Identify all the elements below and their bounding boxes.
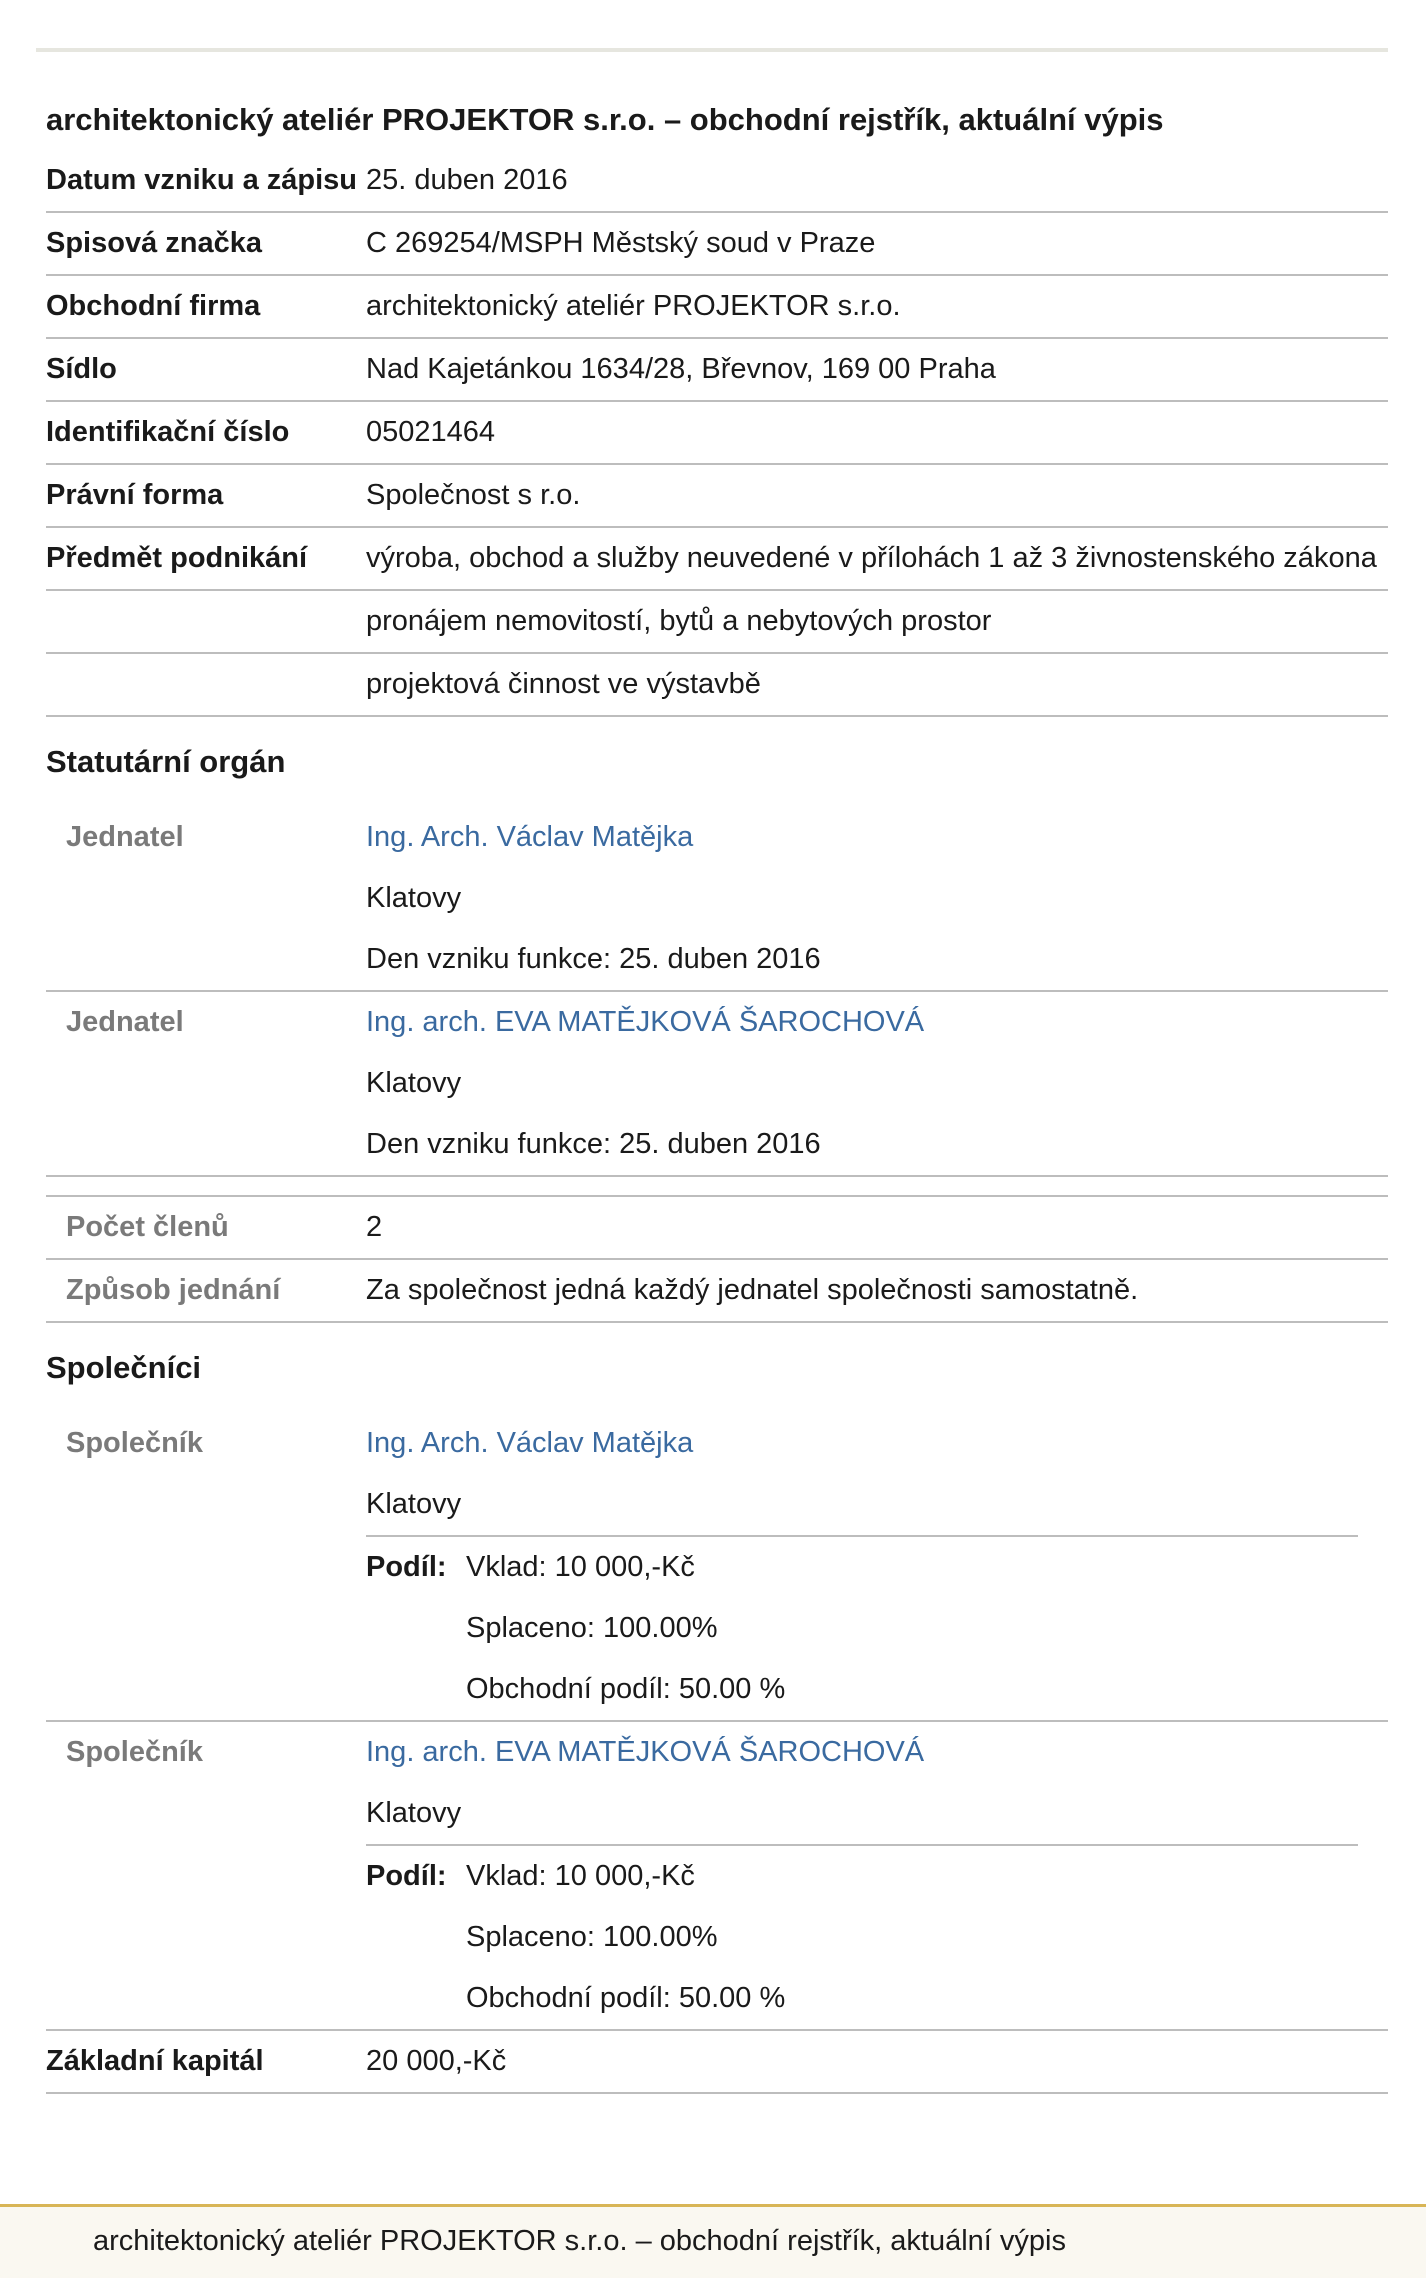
member-role: Jednatel bbox=[66, 821, 184, 853]
partner-share bbox=[366, 1535, 1358, 1720]
row-date bbox=[46, 150, 1388, 213]
row-label: Předmět podnikání bbox=[46, 542, 308, 574]
share-paid: Splaceno: 100.00% bbox=[466, 1921, 718, 1953]
row-label: Způsob jednání bbox=[66, 1274, 281, 1306]
row-value: 05021464 bbox=[366, 416, 496, 448]
share-label: Podíl: bbox=[366, 1860, 447, 1892]
section-partners-heading: Společníci bbox=[46, 1350, 202, 1385]
partner-entry bbox=[46, 1722, 1388, 2031]
row-registered-capital bbox=[46, 2031, 1388, 2094]
share-ratio: Obchodní podíl: 50.00 % bbox=[466, 1982, 786, 2014]
row-label: Počet členů bbox=[66, 1211, 229, 1243]
row-file-number bbox=[46, 213, 1388, 276]
row-legal-form bbox=[46, 465, 1388, 528]
row-business-activity bbox=[46, 654, 1388, 717]
member-since: Den vzniku funkce: 25. duben 2016 bbox=[366, 943, 821, 975]
partner-name-link[interactable]: Ing. Arch. Václav Matějka bbox=[366, 1427, 694, 1459]
share-deposit: Vklad: 10 000,-Kč bbox=[466, 1860, 695, 1892]
member-name-link[interactable]: Ing. arch. EVA MATĚJKOVÁ ŠAROCHOVÁ bbox=[366, 1006, 925, 1038]
row-label: Sídlo bbox=[46, 353, 117, 385]
register-extract bbox=[46, 90, 1388, 2094]
share-paid: Splaceno: 100.00% bbox=[466, 1612, 718, 1644]
row-value: 25. duben 2016 bbox=[366, 164, 568, 196]
partner-entry bbox=[46, 1413, 1388, 1722]
share-label: Podíl: bbox=[366, 1551, 447, 1583]
footer bbox=[0, 2207, 1426, 2278]
statutory-member bbox=[46, 992, 1388, 1177]
page-title: architektonický ateliér PROJEKTOR s.r.o. – obchodní rejstřík, aktuální výpis bbox=[46, 102, 1164, 137]
row-company-name bbox=[46, 276, 1388, 339]
row-value: výroba, obchod a služby neuvedené v přílohách 1 až 3 živnostenského zákona bbox=[366, 542, 1377, 574]
row-value: pronájem nemovitostí, bytů a nebytových prostor bbox=[366, 605, 992, 637]
partner-city: Klatovy bbox=[366, 1488, 462, 1520]
footer-text: architektonický ateliér PROJEKTOR s.r.o. – obchodní rejstřík, aktuální výpis bbox=[93, 2225, 1066, 2257]
row-id-number bbox=[46, 402, 1388, 465]
member-city: Klatovy bbox=[366, 882, 462, 914]
row-business-activity bbox=[46, 528, 1388, 591]
row-value: projektová činnost ve výstavbě bbox=[366, 668, 761, 700]
member-name-link[interactable]: Ing. Arch. Václav Matějka bbox=[366, 821, 694, 853]
statutory-member bbox=[46, 807, 1388, 992]
row-value: Za společnost jedná každý jednatel společnosti samostatně. bbox=[366, 1274, 1139, 1306]
row-member-count bbox=[46, 1197, 1388, 1260]
partner-name-link[interactable]: Ing. arch. EVA MATĚJKOVÁ ŠAROCHOVÁ bbox=[366, 1736, 925, 1768]
row-value: architektonický ateliér PROJEKTOR s.r.o. bbox=[366, 290, 901, 322]
top-divider bbox=[36, 48, 1388, 52]
row-seat bbox=[46, 339, 1388, 402]
row-acting-manner bbox=[46, 1260, 1388, 1323]
partner-role: Společník bbox=[66, 1427, 203, 1459]
row-label: Identifikační číslo bbox=[46, 416, 290, 448]
row-label: Spisová značka bbox=[46, 227, 262, 259]
partner-share bbox=[366, 1844, 1358, 2029]
row-label: Základní kapitál bbox=[46, 2045, 264, 2077]
partner-city: Klatovy bbox=[366, 1797, 462, 1829]
member-city: Klatovy bbox=[366, 1067, 462, 1099]
row-value: 2 bbox=[366, 1211, 383, 1243]
member-role: Jednatel bbox=[66, 1006, 184, 1038]
row-business-activity bbox=[46, 591, 1388, 654]
row-label: Obchodní firma bbox=[46, 290, 261, 322]
row-value: Společnost s r.o. bbox=[366, 479, 581, 511]
row-value: C 269254/MSPH Městský soud v Praze bbox=[366, 227, 876, 259]
member-since: Den vzniku funkce: 25. duben 2016 bbox=[366, 1128, 821, 1160]
row-value: 20 000,-Kč bbox=[366, 2045, 507, 2077]
row-value: Nad Kajetánkou 1634/28, Břevnov, 169 00 Praha bbox=[366, 353, 996, 385]
partner-role: Společník bbox=[66, 1736, 203, 1768]
section-statutory-heading: Statutární orgán bbox=[46, 744, 286, 779]
row-label: Datum vzniku a zápisu bbox=[46, 164, 358, 196]
row-label: Právní forma bbox=[46, 479, 224, 511]
share-ratio: Obchodní podíl: 50.00 % bbox=[466, 1673, 786, 1705]
share-deposit: Vklad: 10 000,-Kč bbox=[466, 1551, 695, 1583]
